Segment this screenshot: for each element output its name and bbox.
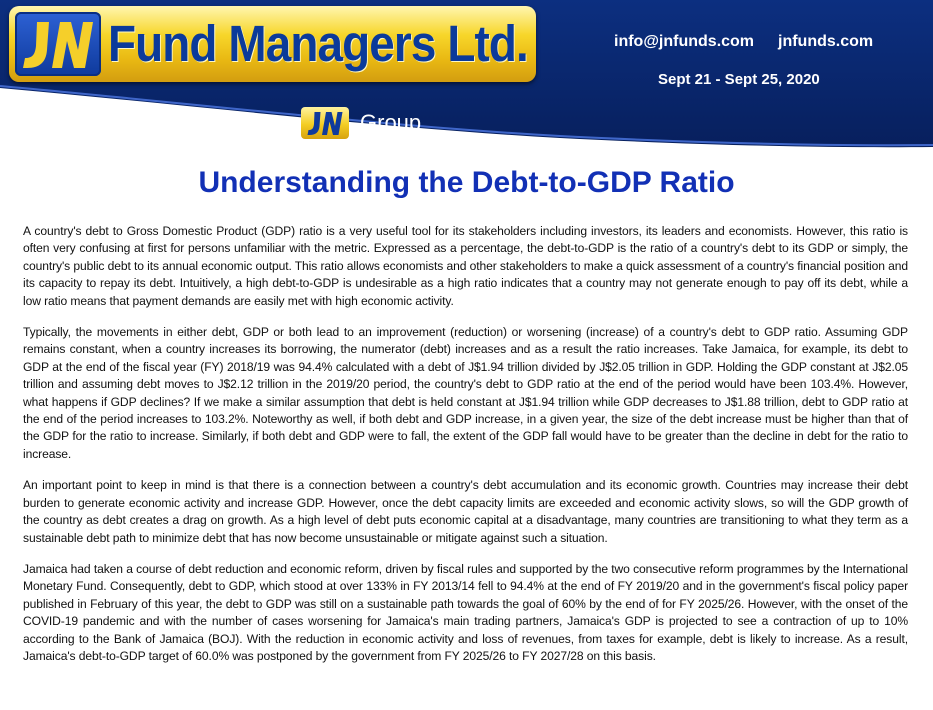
article-title: Understanding the Debt-to-GDP Ratio: [198, 166, 735, 199]
paragraph-jamaica: Jamaica had taken a course of debt reduction and economic reform, driven by fiscal rules and supported by the two consecutive reform programmes by the International Monetary Fund. Consequently, debt to GDP, which stood at over 133% in FY 2013/14 fell to 94.4% at the end of FY 2019/20 and in the government's fiscal policy paper published in February of this year, the debt to GDP was still on a sustainable path towards the goal of 60% by the end of for FY 2025/26. However, with the onset of the COVID-19 pandemic and with the number of cases worsening for Jamaica's main trading partners, Jamaica's GDP is projected to see a contraction of up to 10% according to the Bank of Jamaica (BOJ). With the reduction in economic activity and loss of revenues, from taxes for example, debt is likely to increase. As a result, Jamaica's debt-to-GDP target of 60.0% was postponed by the government from FY 2025/26 to FY 2027/28 on this basis.: [23, 561, 908, 663]
paragraph-debt-growth: An important point to keep in mind is that there is a connection between a country's debt accumulation and its economic growth. Countries may increase their debt burden to generate economic activity and increase GDP. However, once the debt capacity limits are exceeded and economic activity slows, so will the GDP growth of the country as debt creates a drag on growth. As a high level of debt puts economic capital at a disadvantage, many countries are transitioning to what they term as a sustainable debt path to minimize debt that has now become unsustainable or mitigate against such a situation.: [23, 478, 908, 545]
member-suffix-text: Group: [360, 110, 422, 135]
jn-group-logo: [301, 107, 349, 139]
member-prefix-text: A member of the: [106, 110, 268, 135]
header-banner: [0, 0, 933, 152]
jn-logo-mark-icon: [20, 16, 96, 72]
article-body: [23, 223, 908, 679]
contact-website-link[interactable]: jnfunds.com: [778, 33, 874, 50]
paragraph-intro: A country's debt to Gross Domestic Product (GDP) ratio is a very useful tool for its stakeholders including investors, its leaders and economists. However, this ratio is often very confusing at first for persons unfamiliar with the metric. Expressed as a percentage, the debt-to-GDP is the ratio of a country's debt to its GDP or simply, the country's public debt to its annual economic output. This ratio allows economists and other stakeholders to make a quick assessment of a country's financial position and its capacity to repay its debt. Intuitively, a high debt-to-GDP is undesirable as a high ratio indicates that a country may not generate enough to pay off its debt, while a low ratio means that payment demands are easily met with high economic activity.: [23, 224, 908, 308]
date-range: Sept 21 - Sept 25, 2020: [658, 71, 820, 88]
brand-plate: [9, 6, 536, 82]
jn-group-logo-mark-icon: [304, 109, 346, 137]
jn-logo[interactable]: [15, 12, 101, 76]
contact-email-link[interactable]: info@jnfunds.com: [614, 33, 755, 50]
company-name: Fund Managers Ltd.: [108, 15, 528, 72]
paragraph-movements: Typically, the movements in either debt, GDP or both lead to an improvement (reduction) or worsening (increase) of a country's debt to GDP ratio. Assuming GDP remains constant, when a country increases its borrowing, the numerator (debt) increases and as a result the ratio increases. Take Jamaica, for example, its debt to GDP at the end of the fiscal year (FY) 2018/19 was 94.4% calculated with a debt of J$1.94 trillion divided by J$2.05 trillion in GDP. Holding the GDP constant at J$2.05 trillion and assuming debt moves to J$2.12 trillion in the 2019/20 period, the country's debt to GDP ratio at the end of the period would have been 103.4%. However, what happens if GDP declines? If we make a similar assumption that debt is held constant at J$1.94 trillion while GDP decreases to J$1.88 trillion, debt to GDP ratio at the end of the period increases to 103.2%. Noteworthy as well, if both debt and GDP increase, in a given year, the size of the debt increase must be higher than that of the GDP for the ratio to increase. Similarly, if both debt and GDP were to fall, the extent of the GDP fall would have to be greater than the decline in debt for the ratio to increase.: [23, 325, 908, 461]
